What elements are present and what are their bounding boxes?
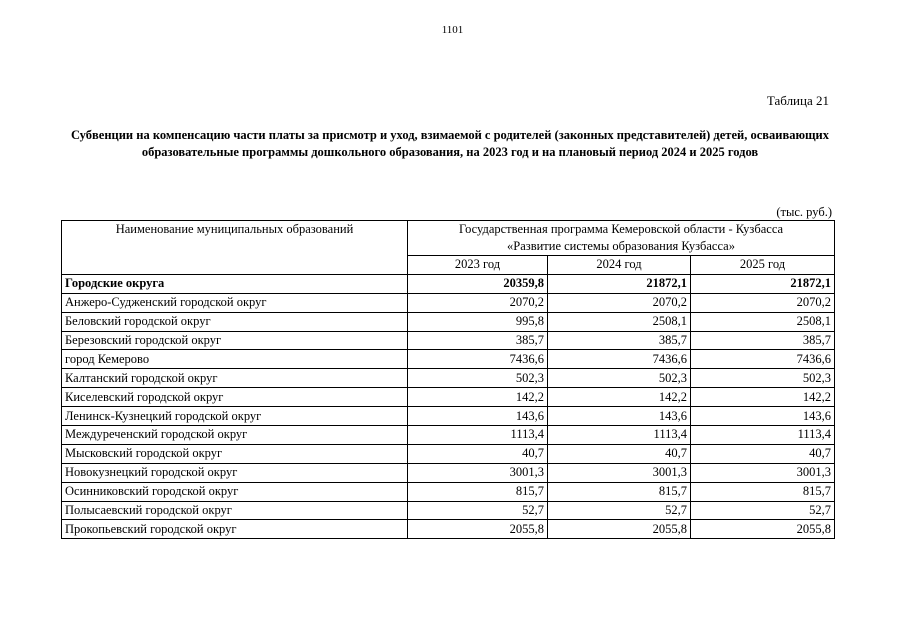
- municipality-name-cell: Новокузнецкий городской округ: [62, 463, 408, 482]
- header-program-line1: Государственная программа Кемеровской области - Кузбасса: [458, 222, 784, 236]
- value-cell-2025: 143,6: [691, 407, 835, 426]
- header-name-column: Наименование муниципальных образований: [62, 221, 408, 275]
- value-cell-2024: 385,7: [548, 331, 691, 350]
- value-cell-2024: 40,7: [548, 444, 691, 463]
- value-cell-2024: 3001,3: [548, 463, 691, 482]
- value-cell-2023: 52,7: [408, 501, 548, 520]
- value-cell-2024: 502,3: [548, 369, 691, 388]
- municipality-name-cell: Прокопьевский городской округ: [62, 520, 408, 539]
- value-cell-2024: 143,6: [548, 407, 691, 426]
- value-cell-2025: 815,7: [691, 482, 835, 501]
- table-row: [62, 426, 835, 445]
- value-cell-2025: 2070,2: [691, 293, 835, 312]
- table-label: Таблица 21: [766, 93, 829, 108]
- municipality-name-cell: Осинниковский городской округ: [62, 482, 408, 501]
- table-row: [62, 312, 835, 331]
- municipality-name-cell: Ленинск-Кузнецкий городской округ: [62, 407, 408, 426]
- subvention-table: [61, 220, 835, 539]
- value-cell-2024: 1113,4: [548, 426, 691, 445]
- table-row: [62, 463, 835, 482]
- value-cell-2024: 21872,1: [548, 274, 691, 293]
- document-title: Субвенции на компенсацию части платы за присмотр и уход, взимаемой с родителей (законных представителей) детей, осваивающих образовательные программы дошкольного образования, на 2023 год и на плановый период 2024 и 2025 годов: [70, 128, 830, 159]
- value-cell-2025: 385,7: [691, 331, 835, 350]
- value-cell-2025: 502,3: [691, 369, 835, 388]
- municipality-name-cell: Анжеро-Судженский городской округ: [62, 293, 408, 312]
- value-cell-2024: 2055,8: [548, 520, 691, 539]
- value-cell-2025: 2508,1: [691, 312, 835, 331]
- value-cell-2025: 1113,4: [691, 426, 835, 445]
- value-cell-2024: 142,2: [548, 388, 691, 407]
- value-cell-2023: 2070,2: [408, 293, 548, 312]
- value-cell-2023: 40,7: [408, 444, 548, 463]
- value-cell-2024: 52,7: [548, 501, 691, 520]
- table-row: [62, 331, 835, 350]
- value-cell-2023: 995,8: [408, 312, 548, 331]
- value-cell-2023: 142,2: [408, 388, 548, 407]
- table-row: [62, 501, 835, 520]
- header-year-2023: 2023 год: [408, 256, 548, 275]
- value-cell-2025: 2055,8: [691, 520, 835, 539]
- value-cell-2023: 20359,8: [408, 274, 548, 293]
- value-cell-2023: 1113,4: [408, 426, 548, 445]
- table-row: [62, 293, 835, 312]
- value-cell-2025: 142,2: [691, 388, 835, 407]
- municipality-name-cell: Городские округа: [62, 274, 408, 293]
- value-cell-2025: 7436,6: [691, 350, 835, 369]
- value-cell-2023: 143,6: [408, 407, 548, 426]
- municipality-name-cell: Полысаевский городской округ: [62, 501, 408, 520]
- value-cell-2024: 2070,2: [548, 293, 691, 312]
- value-cell-2023: 2055,8: [408, 520, 548, 539]
- value-cell-2023: 502,3: [408, 369, 548, 388]
- value-cell-2025: 3001,3: [691, 463, 835, 482]
- header-program-line2: «Развитие системы образования Кузбасса»: [507, 239, 735, 253]
- municipality-name-cell: Беловский городской округ: [62, 312, 408, 331]
- table-row: [62, 482, 835, 501]
- municipality-name-cell: город Кемерово: [62, 350, 408, 369]
- value-cell-2025: 40,7: [691, 444, 835, 463]
- municipality-name-cell: Калтанский городской округ: [62, 369, 408, 388]
- table-row: [62, 520, 835, 539]
- municipality-name-cell: Междуреченский городской округ: [62, 426, 408, 445]
- value-cell-2024: 7436,6: [548, 350, 691, 369]
- table-row: [62, 274, 835, 293]
- table-body: [62, 274, 835, 538]
- value-cell-2023: 815,7: [408, 482, 548, 501]
- header-program: [408, 221, 835, 256]
- header-year-2024: 2024 год: [548, 256, 691, 275]
- table-row: [62, 388, 835, 407]
- value-cell-2023: 7436,6: [408, 350, 548, 369]
- municipality-name-cell: Киселевский городской округ: [62, 388, 408, 407]
- table-row: [62, 407, 835, 426]
- table-row: [62, 444, 835, 463]
- municipality-name-cell: Березовский городской округ: [62, 331, 408, 350]
- value-cell-2024: 815,7: [548, 482, 691, 501]
- value-cell-2024: 2508,1: [548, 312, 691, 331]
- page-number: 1101: [441, 24, 464, 36]
- table-row: [62, 350, 835, 369]
- units-label: (тыс. руб.): [776, 205, 832, 219]
- value-cell-2023: 3001,3: [408, 463, 548, 482]
- value-cell-2023: 385,7: [408, 331, 548, 350]
- municipality-name-cell: Мысковский городской округ: [62, 444, 408, 463]
- value-cell-2025: 52,7: [691, 501, 835, 520]
- table-row: [62, 369, 835, 388]
- value-cell-2025: 21872,1: [691, 274, 835, 293]
- header-year-2025: 2025 год: [691, 256, 835, 275]
